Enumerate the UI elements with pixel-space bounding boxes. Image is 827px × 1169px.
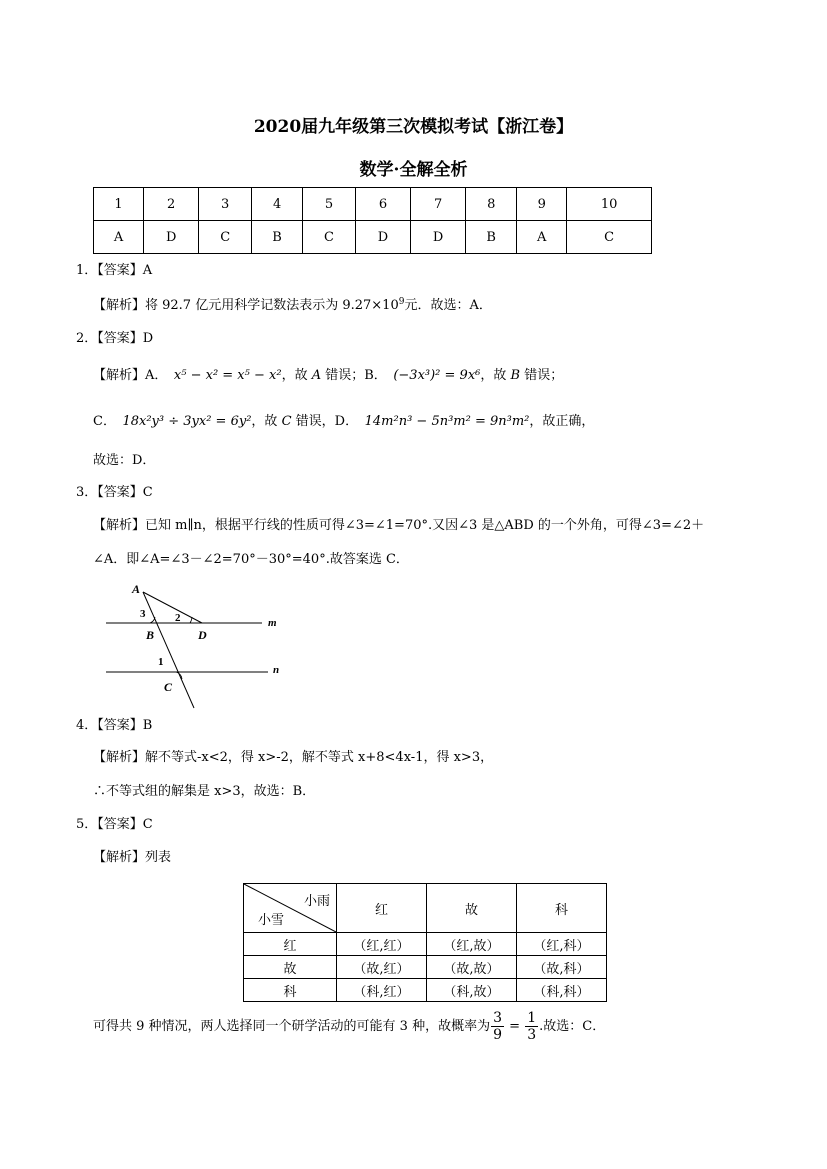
prob-row <box>244 933 607 956</box>
answer-letter-cell: C <box>303 221 356 254</box>
page-subtitle: 数学·全解全析 <box>359 160 468 180</box>
q3-line2: ∠A．即∠A=∠3－∠2=70°－30°=40°.故答案选 C． <box>93 552 409 567</box>
answer-letter-cell: C <box>567 221 652 254</box>
answer-letter-cell: C <box>199 221 252 254</box>
prob-cell: （科,红） <box>337 979 427 1002</box>
label-n: n <box>273 664 280 676</box>
answer-letter-cell: D <box>411 221 466 254</box>
prob-cell: （红,故） <box>427 933 517 956</box>
prob-corner-cell <box>244 884 337 933</box>
answer-number-cell: 1 <box>94 188 144 221</box>
prob-cell: （故,故） <box>427 956 517 979</box>
answer-table-numbers-row <box>94 188 652 221</box>
answer-number-cell: 2 <box>144 188 199 221</box>
prob-row-header: 红 <box>244 933 337 956</box>
answer-number-cell: 9 <box>517 188 567 221</box>
q1-heading: 1．【答案】A <box>76 263 153 278</box>
prob-header-row <box>244 884 607 933</box>
answer-table <box>93 187 652 254</box>
answer-number-cell: 10 <box>567 188 652 221</box>
q2-option-b: B <box>510 368 521 383</box>
answer-number-cell: 5 <box>303 188 356 221</box>
prob-cell: （科,科） <box>517 979 607 1002</box>
q1-explanation <box>93 297 492 315</box>
answer-letter-cell: A <box>517 221 567 254</box>
q3-geometry-figure <box>100 576 300 712</box>
q2-line1 <box>93 367 563 385</box>
q5-conclusion-end: .故选：C． <box>539 1019 606 1034</box>
label-2: 2 <box>175 612 181 624</box>
angle-2-arc <box>190 617 192 623</box>
label-m: m <box>268 617 277 629</box>
label-d: D <box>198 628 207 642</box>
q1-expl-text: 【解析】将 92.7 亿元用科学记数法表示为 9.27×10 <box>93 298 399 313</box>
q2-option-c: C <box>281 414 292 429</box>
frac1-numerator: 3 <box>493 1010 502 1026</box>
fraction-1-3 <box>525 1010 538 1043</box>
prob-row-header: 科 <box>244 979 337 1002</box>
q2-math-c: 18x²y³ ÷ 3yx² = 6y² <box>122 414 252 429</box>
q2-heading: 2．【答案】D <box>76 331 154 346</box>
q2-line2-mid-b: 错误，D． <box>295 414 352 429</box>
corner-bottom-label: 小雪 <box>258 913 285 928</box>
frac2-denominator: 3 <box>527 1027 537 1043</box>
prob-cell: （故,红） <box>337 956 427 979</box>
answer-letter-cell: D <box>144 221 199 254</box>
answer-letter-cell: B <box>252 221 303 254</box>
prob-cell: （故,科） <box>517 956 607 979</box>
prob-col-header: 故 <box>427 884 517 933</box>
answer-number-cell: 6 <box>355 188 410 221</box>
answer-number-cell: 7 <box>411 188 466 221</box>
q4-line2: ∴不等式组的解集是 x>3，故选：B． <box>93 784 316 799</box>
prob-cell: （科,故） <box>427 979 517 1002</box>
answer-letter-cell: B <box>466 221 517 254</box>
frac2-numerator: 1 <box>527 1010 537 1026</box>
label-a: A <box>132 582 141 596</box>
corner-top-label: 小雨 <box>303 894 330 909</box>
frac1-denominator: 9 <box>493 1027 502 1043</box>
page-title: 2020届九年级第三次模拟考试【浙江卷】 <box>253 117 574 137</box>
label-1: 1 <box>158 656 164 668</box>
q2-line1-suffix: 错误； <box>524 368 564 383</box>
answer-number-cell: 8 <box>466 188 517 221</box>
probability-table <box>243 883 607 1002</box>
label-c: C <box>164 680 173 694</box>
q1-exponent: 9 <box>398 297 405 307</box>
answer-letter-cell: A <box>94 221 144 254</box>
answer-number-cell: 3 <box>199 188 252 221</box>
q2-line1-mid-b: 错误；B． <box>325 368 381 383</box>
label-3: 3 <box>140 608 146 620</box>
label-b: B <box>146 628 155 642</box>
prob-row-header: 故 <box>244 956 337 979</box>
q4-heading: 4．【答案】B <box>76 718 153 733</box>
q3-heading: 3．【答案】C <box>76 485 153 500</box>
q2-line3: 故选：D． <box>93 453 156 468</box>
prob-row <box>244 979 607 1002</box>
q2-line2-suffix: ，故正确， <box>529 414 595 429</box>
answer-table-answers-row <box>94 221 652 254</box>
q5-line1: 【解析】列表 <box>93 850 172 865</box>
q5-heading: 5．【答案】C <box>76 817 153 832</box>
prob-row <box>244 956 607 979</box>
q2-line1-prefix: 【解析】A． <box>93 368 161 383</box>
q3-line1: 【解析】已知 m∥n，根据平行线的性质可得∠3=∠1=70°.又因∠3 是△ABD 的一个外角，可得∠3=∠2＋ <box>93 518 705 533</box>
q2-math-b: (−3x³)² = 9x⁶ <box>393 368 481 383</box>
q4-line1: 【解析】解不等式-x<2，得 x>-2，解不等式 x+8<4x-1，得 x>3， <box>93 750 494 765</box>
q2-option-a: A <box>311 368 322 383</box>
q1-expl-end: 元．故选：A． <box>404 298 492 313</box>
q2-math-d: 14m²n³ − 5n³m² = 9n³m² <box>364 414 530 429</box>
prob-cell: （红,红） <box>337 933 427 956</box>
answer-letter-cell: D <box>355 221 410 254</box>
q2-math-a: x⁵ − x² = x⁵ − x² <box>173 368 282 383</box>
prob-cell: （红,科） <box>517 933 607 956</box>
q2-line2-mid-a: ，故 <box>251 414 278 429</box>
q2-line2 <box>93 413 594 431</box>
q2-line1-mid-a: ，故 <box>281 368 308 383</box>
q5-conclusion-text: 可得共 9 种情况，两人选择同一个研学活动的可能有 3 种，故概率为 <box>93 1019 491 1034</box>
prob-col-header: 科 <box>517 884 607 933</box>
prob-col-header: 红 <box>337 884 427 933</box>
q2-line1-mid-c: ，故 <box>480 368 507 383</box>
q2-line2-prefix: C． <box>93 414 110 429</box>
fraction-3-9 <box>491 1010 504 1043</box>
segment-ad <box>143 592 202 623</box>
answer-number-cell: 4 <box>252 188 303 221</box>
q5-conclusion <box>93 1010 605 1044</box>
equals-sign: = <box>509 1019 521 1034</box>
